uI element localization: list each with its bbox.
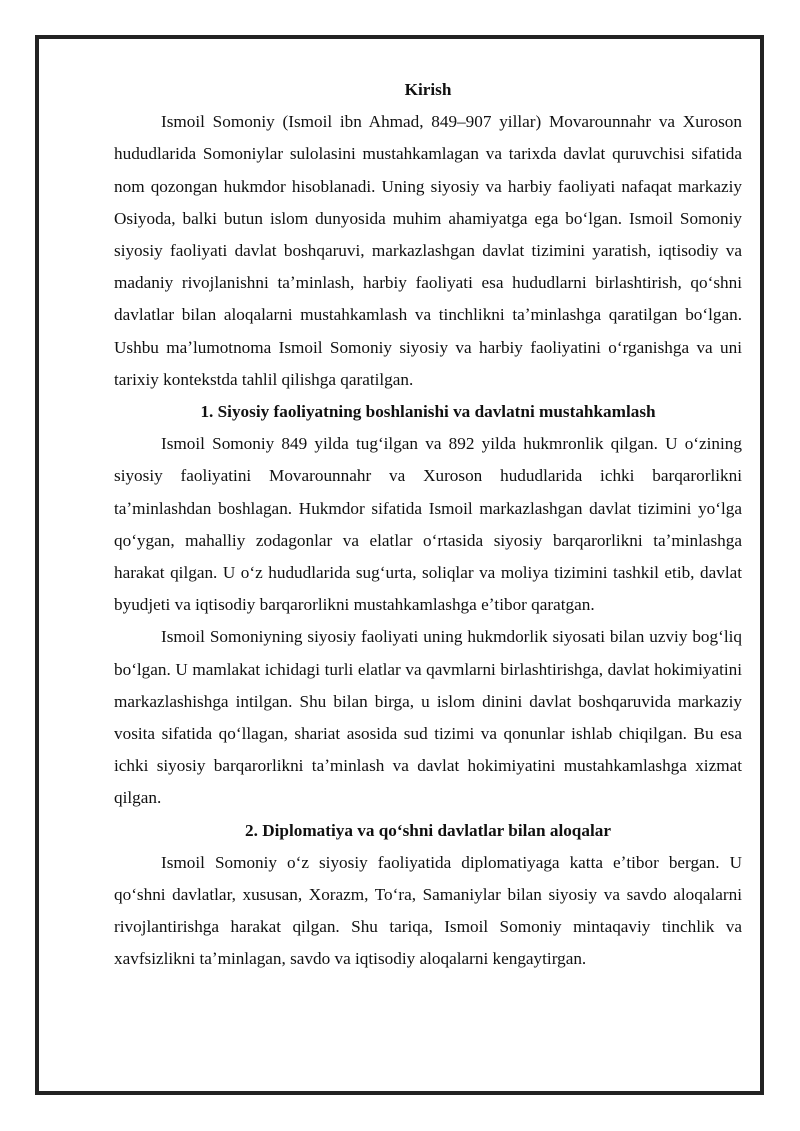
section-2-paragraph-1: Ismoil Somoniy oʻz siyosiy faoliyatida diplomatiyaga katta eʼtibor bergan. U qoʻshni davlatlar, xususan, Xorazm, Toʻra, Samaniylar bilan siyosiy va savdo aloqalarni rivojlantirishga harakat qilgan. Shu tariqa, Ismoil Somoniy mintaqaviy tinchlik va xavfsizlikni taʼminlagan, savdo va iqtisodiy aloqalarni kengaytirgan. — [114, 852, 742, 969]
intro-paragraph: Ismoil Somoniy (Ismoil ibn Ahmad, 849–907 yillar) Movarounnahr va Xuroson hududlarida Somoniylar sulolasini mustahkamlagan va tarixda davlat quruvchisi sifatida nom qozongan hukmdor hisoblanadi. Uning siyosiy va harbiy faoliyati nafaqat markaziy Osiyoda, balki butun islom dunyosida muhim ahamiyatga ega boʻlgan. Ismoil Somoniy siyosiy faoliyati davlat boshqaruvi, markazlashgan davlat tizimini yaratish, iqtisodiy va madaniy rivojlanishni taʼminlash, harbiy faoliyati esa hududlarni birlashtirish, qoʻshni davlatlar bilan aloqalarni mustahkamlash va tinchlikni taʼminlashga qaratilgan boʻlgan. Ushbu maʼlumotnoma Ismoil Somoniy siyosiy va harbiy faoliyatini oʻrganishga va uni tarixiy kontekstda tahlil qilishga qaratilgan. — [114, 112, 742, 389]
document-body — [114, 74, 742, 976]
section-1-paragraph-2: Ismoil Somoniyning siyosiy faoliyati uning hukmdorlik siyosati bilan uzviy bogʻliq boʻlgan. U mamlakat ichidagi turli elatlar va qavmlarni birlashtirishga, davlat hokimiyatini markazlashishga intilgan. Shu bilan birga, u islom dinini davlat boshqaruvida markaziy vosita sifatida qoʻllagan, shariat asosida sud tizimi va qonunlar ishlab chiqilgan. Bu esa ichki siyosiy barqarorlikni taʼminlash va davlat hokimiyatini mustahkamlashga xizmat qilgan. — [114, 627, 742, 808]
section-2-heading: 2. Diplomatiya va qoʻshni davlatlar bilan aloqalar — [245, 820, 611, 840]
section-1-heading: 1. Siyosiy faoliyatning boshlanishi va davlatni mustahkamlash — [200, 402, 656, 422]
document-title: Kirish — [404, 80, 452, 99]
section-1-paragraph-1: Ismoil Somoniy 849 yilda tugʻilgan va 892 yilda hukmronlik qilgan. U oʻzining siyosiy faoliyatini Movarounnahr va Xuroson hududlarida ichki barqarorlikni taʼminlashdan boshlagan. Hukmdor sifatida Ismoil markazlashgan davlat tizimini yoʻlga qoʻygan, mahalliy zodagonlar va elatlar oʻrtasida siyosiy barqarorlikni taʼminlashga harakat qilgan. U oʻz hududlarida sugʻurta, soliqlar va moliya tizimini tashkil etib, davlat byudjeti va iqtisodiy barqarorlikni mustahkamlashga eʼtibor qaratgan. — [114, 434, 742, 615]
